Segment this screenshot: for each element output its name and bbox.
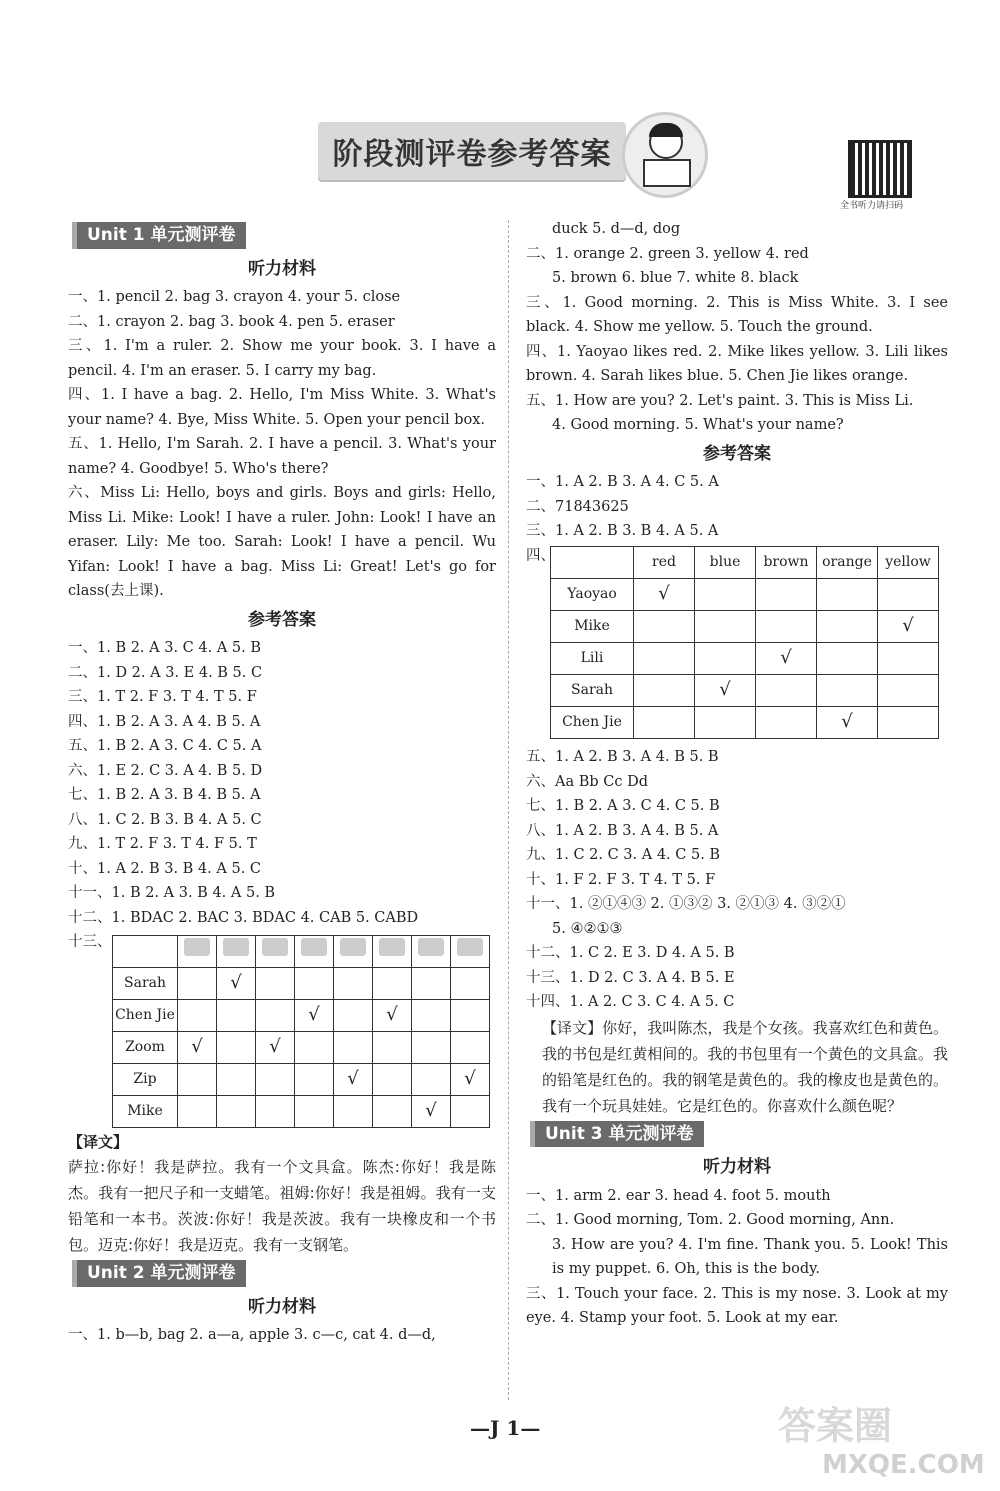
- page-number: —J 1—: [470, 1416, 541, 1440]
- watermark-url: MXQE.COM: [822, 1450, 985, 1480]
- unit1-listen-line: 五、1. Hello, I'm Sarah. 2. I have a pencil. 3. What's your name? 4. Goodbye! 5. Who's there?: [68, 436, 496, 477]
- check-mark: [178, 1095, 217, 1127]
- col-header: yellow: [878, 547, 939, 579]
- check-mark: [695, 707, 756, 739]
- check-mark: [412, 999, 451, 1031]
- unit2-answer-title: 参考答案: [703, 443, 771, 464]
- check-mark: [334, 999, 373, 1031]
- unit3-listen-line: 3. How are you? 4. I'm fine. Thank you. 5. Look! This is my puppet. 6. Oh, this is the body.: [552, 1236, 948, 1277]
- unit2-listen-line: 4. Good morning. 5. What's your name?: [552, 417, 844, 433]
- watermark-logo: 答案圈: [778, 1404, 893, 1448]
- check-mark: [695, 611, 756, 643]
- col-header: blue: [695, 547, 756, 579]
- check-mark: [217, 1063, 256, 1095]
- check-mark: [451, 967, 490, 999]
- answer-line: 十一、1. B 2. A 3. B 4. A 5. B: [68, 885, 276, 901]
- unit1-label: Unit 1 单元测评卷: [72, 222, 246, 249]
- row-name: Sarah: [551, 675, 634, 707]
- answer-line: 十二、1. BDAC 2. BAC 3. BDAC 4. CAB 5. CABD: [68, 909, 419, 926]
- answer-line: 十、1. A 2. B 3. B 4. A 5. C: [68, 860, 262, 877]
- check-mark: [817, 675, 878, 707]
- table-row: [113, 999, 490, 1031]
- answer-line: 十三、1. D 2. C 3. A 4. B 5. E: [526, 969, 735, 986]
- check-mark: [817, 579, 878, 611]
- q4-color-table: [550, 546, 939, 739]
- pencil-box-icon: [223, 938, 249, 956]
- check-mark: [373, 1095, 412, 1127]
- check-mark: [256, 1063, 295, 1095]
- check-mark: [756, 675, 817, 707]
- row-name: Zoom: [113, 1031, 178, 1063]
- page-title-banner: [318, 122, 626, 180]
- check-mark: [878, 707, 939, 739]
- answer-line: 三、1. T 2. F 3. T 4. T 5. F: [68, 689, 257, 705]
- check-mark: [451, 1031, 490, 1063]
- table-row: [551, 707, 939, 739]
- check-mark: [334, 967, 373, 999]
- unit1-answer-title: 参考答案: [248, 609, 316, 630]
- check-mark: √: [878, 611, 939, 643]
- check-mark: √: [295, 999, 334, 1031]
- check-mark: [295, 967, 334, 999]
- check-mark: [412, 967, 451, 999]
- row-name: Sarah: [113, 967, 178, 999]
- check-mark: [634, 675, 695, 707]
- row-name: Yaoyao: [551, 579, 634, 611]
- unit3-listen-title: 听力材料: [703, 1157, 771, 1177]
- check-mark: [412, 1031, 451, 1063]
- answer-line: 六、Aa Bb Cc Dd: [526, 773, 649, 790]
- check-mark: [756, 611, 817, 643]
- check-mark: [634, 611, 695, 643]
- check-mark: [634, 707, 695, 739]
- check-mark: [256, 999, 295, 1031]
- answer-line: 七、1. B 2. A 3. B 4. B 5. A: [68, 787, 261, 803]
- check-mark: [878, 643, 939, 675]
- table-row: [113, 1063, 490, 1095]
- answer-line: 二、71843625: [526, 498, 629, 515]
- row-name: Chen Jie: [113, 999, 178, 1031]
- unit2-listen-line: 四、1. Yaoyao likes red. 2. Mike likes yellow. 3. Lili likes brown. 4. Sarah likes blue. 5. Chen Jie likes orange.: [526, 343, 948, 384]
- q4-label: 四、: [526, 547, 555, 564]
- check-mark: [178, 999, 217, 1031]
- unit1-listen-dialogue: 六、Miss Li: Hello, boys and girls. Boys and girls: Hello, Miss Li. Mike: Look! I have a ruler. John: Look! I have an eraser. Lily: Me too. Sarah: Look! I have a pencil. Wu Yifan: Look! I have a bag. Miss Li: Great! Let's go for class(去上课).: [68, 485, 496, 599]
- unit1-listen-line: 三、1. I'm a ruler. 2. Show me your book. 3. I have a pencil. 4. I'm an eraser. 5. I carry my bag.: [68, 338, 496, 379]
- answer-line: 十一、1. ②①④③ 2. ①③② 3. ②①③ 4. ③②①: [526, 896, 846, 912]
- answer-line: 十二、1. C 2. E 3. D 4. A 5. B: [526, 945, 735, 961]
- answer-line: 五、1. A 2. B 3. A 4. B 5. B: [526, 749, 719, 765]
- check-mark: [217, 1095, 256, 1127]
- unit2-listen-title: 听力材料: [248, 1296, 316, 1317]
- answer-line: 九、1. T 2. F 3. T 4. F 5. T: [68, 836, 257, 852]
- right-column: [526, 217, 948, 1331]
- check-mark: √: [817, 707, 878, 739]
- check-mark: [756, 707, 817, 739]
- check-mark: √: [451, 1063, 490, 1095]
- check-mark: [256, 1095, 295, 1127]
- check-mark: [217, 999, 256, 1031]
- unit1-listen-title: 听力材料: [248, 258, 316, 279]
- check-mark: [451, 1095, 490, 1127]
- table-row: [113, 1031, 490, 1063]
- check-mark: √: [412, 1095, 451, 1127]
- qr-code-icon[interactable]: [848, 140, 912, 198]
- check-mark: [634, 643, 695, 675]
- left-column: [68, 220, 496, 1348]
- check-mark: [695, 579, 756, 611]
- col-header: orange: [817, 547, 878, 579]
- answer-line: 十四、1. A 2. C 3. C 4. A 5. C: [526, 994, 735, 1010]
- table-row: [551, 579, 939, 611]
- check-mark: [334, 1031, 373, 1063]
- check-mark: [373, 1063, 412, 1095]
- col-header: red: [634, 547, 695, 579]
- answer-line: 一、1. B 2. A 3. C 4. A 5. B: [68, 640, 262, 656]
- check-mark: [373, 1031, 412, 1063]
- pencil-icon: [418, 938, 444, 956]
- answer-line: 九、1. C 2. C 3. A 4. C 5. B: [526, 847, 721, 863]
- unit2-listen-line: duck 5. d—d, dog: [552, 221, 681, 237]
- table-row: [551, 611, 939, 643]
- check-mark: [334, 1095, 373, 1127]
- table-row: [113, 967, 490, 999]
- check-mark: [695, 643, 756, 675]
- check-mark: [412, 1063, 451, 1095]
- col-header: brown: [756, 547, 817, 579]
- check-mark: [256, 967, 295, 999]
- check-mark: [878, 579, 939, 611]
- row-name: Chen Jie: [551, 707, 634, 739]
- unit3-listen-line: 一、1. arm 2. ear 3. head 4. foot 5. mouth: [526, 1187, 831, 1204]
- check-mark: [817, 611, 878, 643]
- reading-kid-illustration: [622, 112, 708, 198]
- ruler-icon: [301, 938, 327, 956]
- unit3-label: Unit 3 单元测评卷: [530, 1121, 704, 1148]
- unit1-listen-line: 四、1. I have a bag. 2. Hello, I'm Miss White. 3. What's your name? 4. Bye, Miss White. 5. Open your pencil box.: [68, 387, 496, 428]
- answer-line: 三、1. A 2. B 3. B 4. A 5. A: [526, 523, 719, 539]
- bag-icon: [340, 938, 366, 956]
- answer-line: 六、1. E 2. C 3. A 4. B 5. D: [68, 762, 263, 779]
- check-mark: [217, 1031, 256, 1063]
- answer-line: 七、1. B 2. A 3. C 4. C 5. B: [526, 798, 720, 814]
- q13-label: 十三、: [68, 934, 112, 950]
- row-name: Mike: [113, 1095, 178, 1127]
- unit1-listen-line: 一、1. pencil 2. bag 3. crayon 4. your 5. close: [68, 289, 401, 305]
- unit2-listen-line: 5. brown 6. blue 7. white 8. black: [552, 270, 799, 286]
- unit2-label: Unit 2 单元测评卷: [72, 1260, 246, 1287]
- answer-line: 八、1. C 2. B 3. B 4. A 5. C: [68, 811, 262, 828]
- q13-table: [112, 935, 490, 1128]
- answer-line: 二、1. D 2. A 3. E 4. B 5. C: [68, 664, 263, 681]
- unit3-listen-line: 三、1. Touch your face. 2. This is my nose. 3. Look at my eye. 4. Stamp your foot. 5. Look at my ear.: [526, 1285, 948, 1326]
- check-mark: √: [695, 675, 756, 707]
- book-icon: [184, 938, 210, 956]
- check-mark: [295, 1063, 334, 1095]
- unit2-listen-line: 五、1. How are you? 2. Let's paint. 3. This is Miss Li.: [526, 392, 914, 409]
- check-mark: [817, 643, 878, 675]
- table-row: [551, 675, 939, 707]
- answer-line: 八、1. A 2. B 3. A 4. B 5. A: [526, 822, 719, 839]
- page-title: 阶段测评卷参考答案: [332, 137, 612, 172]
- check-mark: [756, 579, 817, 611]
- eraser-icon: [457, 938, 483, 956]
- check-mark: [178, 967, 217, 999]
- translation-label: 【译文】: [68, 1132, 129, 1151]
- unit2-listen-line: 一、1. b—b, bag 2. a—a, apple 3. c—c, cat 4. d—d,: [68, 1327, 436, 1343]
- answer-line: 四、1. B 2. A 3. A 4. B 5. A: [68, 713, 261, 730]
- check-mark: √: [334, 1063, 373, 1095]
- check-mark: [451, 999, 490, 1031]
- row-name: Mike: [551, 611, 634, 643]
- pen-icon: [379, 938, 405, 956]
- check-mark: √: [217, 967, 256, 999]
- check-mark: √: [756, 643, 817, 675]
- unit1-translation: 萨拉:你好！我是萨拉。我有一个文具盒。陈杰:你好！我是陈杰。我有一把尺子和一支蜡笔。祖姆:你好！我是祖姆。我有一支铅笔和一本书。茨波:你好！我是茨波。我有一块橡皮和一个书包。迈克:你好！我是迈克。我有一支钢笔。: [68, 1158, 496, 1254]
- answer-line: 五、1. B 2. A 3. C 4. C 5. A: [68, 738, 262, 754]
- answer-line: 一、1. A 2. B 3. A 4. C 5. A: [526, 474, 719, 490]
- row-name: Zip: [113, 1063, 178, 1095]
- check-mark: √: [256, 1031, 295, 1063]
- check-mark: [295, 1095, 334, 1127]
- table-row: [551, 643, 939, 675]
- check-mark: [178, 1063, 217, 1095]
- check-mark: √: [373, 999, 412, 1031]
- unit1-listen-line: 二、1. crayon 2. bag 3. book 4. pen 5. eraser: [68, 313, 395, 330]
- check-mark: [878, 675, 939, 707]
- check-mark: [295, 1031, 334, 1063]
- check-mark: √: [634, 579, 695, 611]
- qr-caption: 全书听力请扫码: [840, 201, 904, 211]
- answer-line: 5. ④②①③: [552, 920, 623, 937]
- column-divider: [508, 220, 509, 1400]
- unit2-listen-line: 三、1. Good morning. 2. This is Miss White. 3. I see black. 4. Show me yellow. 5. Touch the ground.: [526, 294, 948, 335]
- check-mark: [373, 967, 412, 999]
- table-row: [113, 1095, 490, 1127]
- unit3-listen-line: 二、1. Good morning, Tom. 2. Good morning, Ann.: [526, 1212, 895, 1228]
- unit2-listen-line: 二、1. orange 2. green 3. yellow 4. red: [526, 245, 809, 262]
- row-name: Lili: [551, 643, 634, 675]
- crayon-icon: [262, 938, 288, 956]
- unit2-translation: 【译文】你好，我叫陈杰，我是个女孩。我喜欢红色和黄色。我的书包是红黄相间的。我的书包里有一个黄色的文具盒。我的铅笔是红色的。我的钢笔是黄色的。我的橡皮也是黄色的。我有一个玩具娃娃。它是红色的。你喜欢什么颜色呢？: [542, 1018, 948, 1115]
- answer-line: 十、1. F 2. F 3. T 4. T 5. F: [526, 871, 716, 888]
- check-mark: √: [178, 1031, 217, 1063]
